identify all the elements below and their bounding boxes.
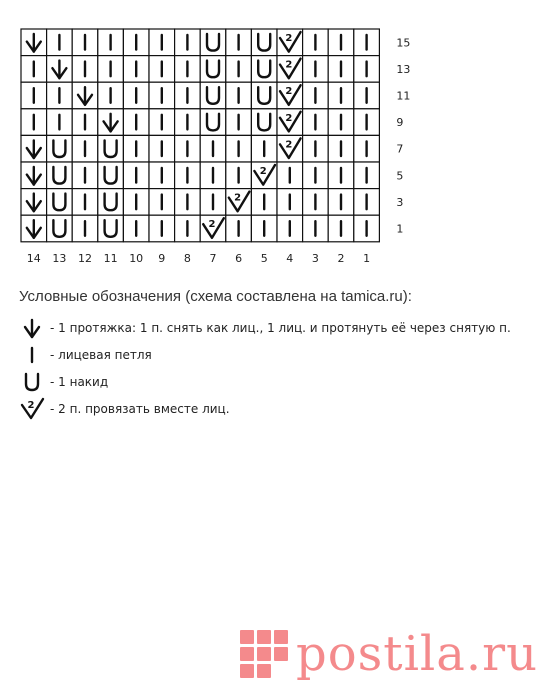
chart-cell-k	[149, 82, 175, 109]
chart-cell-k	[251, 189, 277, 216]
legend-item	[18, 315, 511, 341]
chart-cell-k	[21, 109, 47, 136]
chart-cell-k	[149, 189, 175, 216]
chart-cell-k	[200, 189, 226, 216]
row-number: 9	[396, 116, 404, 130]
chart-cell-k	[303, 82, 329, 109]
chart-cell-k	[354, 135, 380, 162]
chart-cell-k	[303, 135, 329, 162]
legend-item-text: - 2 п. провязать вместе лиц.	[50, 402, 230, 416]
chart-cell-arrow	[21, 162, 47, 189]
column-number: 2	[337, 251, 345, 262]
chart-cell-k	[123, 162, 149, 189]
chart-cell-k	[277, 189, 303, 216]
chart-cell-yo	[200, 82, 226, 109]
chart-cell-k	[226, 82, 252, 109]
chart-cell-k	[47, 29, 73, 56]
chart-cell-yo	[98, 215, 124, 242]
chart-cell-k	[303, 56, 329, 83]
knit-stitch-icon	[18, 342, 46, 368]
chart-cell-k	[328, 56, 354, 83]
chart-cell-k	[226, 135, 252, 162]
chart-cell-k	[72, 215, 98, 242]
column-number: 10	[129, 251, 144, 262]
k2tog-number: 2	[208, 219, 216, 231]
row-number: 11	[396, 89, 411, 103]
chart-cell-k2tog	[277, 109, 303, 136]
chart-cell-yo	[251, 29, 277, 56]
chart-cell-k	[123, 135, 149, 162]
chart-cell-arrow	[21, 135, 47, 162]
chart-cell-k	[226, 215, 252, 242]
knit-two-together-icon	[18, 396, 46, 422]
chart-cell-k	[277, 162, 303, 189]
chart-cell-k	[226, 109, 252, 136]
chart-cell-k	[328, 29, 354, 56]
chart-cell-k	[354, 215, 380, 242]
legend-item	[18, 369, 108, 395]
chart-cell-k	[354, 29, 380, 56]
legend-item	[18, 342, 152, 368]
chart-cell-arrow	[72, 82, 98, 109]
chart-cell-k	[328, 109, 354, 136]
k2tog-number: 2	[234, 192, 242, 204]
chart-cell-k	[72, 189, 98, 216]
column-number: 6	[235, 251, 243, 262]
watermark-text: postila.ru	[296, 626, 538, 682]
chart-cell-k	[328, 162, 354, 189]
yarn-over-icon	[18, 369, 46, 395]
chart-cell-k	[354, 162, 380, 189]
chart-cell-k	[98, 82, 124, 109]
chart-cell-k	[175, 215, 201, 242]
chart-cell-k2tog	[251, 162, 277, 189]
chart-cell-k	[72, 29, 98, 56]
chart-cell-yo	[47, 189, 73, 216]
row-number: 1	[396, 222, 404, 236]
chart-cell-k	[200, 135, 226, 162]
chart-cell-k	[354, 109, 380, 136]
chart-cell-k	[149, 215, 175, 242]
chart-cell-k	[123, 29, 149, 56]
chart-cell-k	[303, 29, 329, 56]
chart-cell-k	[21, 56, 47, 83]
column-number: 5	[260, 251, 268, 262]
row-number: 15	[396, 36, 411, 50]
chart-cell-arrow	[21, 215, 47, 242]
chart-cell-k	[72, 56, 98, 83]
chart-cell-yo	[47, 215, 73, 242]
chart-cell-k	[354, 82, 380, 109]
chart-cell-k	[200, 162, 226, 189]
chart-cell-arrow	[21, 29, 47, 56]
column-number: 1	[363, 251, 371, 262]
chart-cell-k	[47, 82, 73, 109]
chart-cell-k	[72, 162, 98, 189]
chart-cell-k2tog	[200, 215, 226, 242]
chart-cell-k	[21, 82, 47, 109]
k2tog-number: 2	[285, 139, 293, 151]
row-number: 7	[396, 142, 404, 156]
chart-cell-k	[354, 56, 380, 83]
column-number: 12	[78, 251, 92, 262]
chart-cell-k	[251, 135, 277, 162]
chart-cell-k	[123, 82, 149, 109]
chart-cell-k2tog	[277, 82, 303, 109]
chart-cell-yo	[98, 189, 124, 216]
column-number: 13	[52, 251, 67, 262]
chart-cell-k	[123, 56, 149, 83]
chart-cell-k	[72, 109, 98, 136]
column-number: 14	[26, 251, 41, 262]
k2tog-number: 2	[285, 33, 293, 44]
chart-cell-k	[123, 189, 149, 216]
k2tog-number: 2	[285, 112, 293, 124]
chart-cell-k	[303, 162, 329, 189]
chart-cell-k	[226, 29, 252, 56]
row-number: 5	[396, 169, 404, 183]
chart-cell-k	[149, 109, 175, 136]
chart-cell-yo	[200, 29, 226, 56]
k2tog-number: 2	[259, 166, 267, 177]
column-number: 3	[311, 251, 319, 262]
legend-item	[18, 396, 230, 422]
chart-cell-k	[175, 189, 201, 216]
knitting-chart-grid	[0, 0, 440, 262]
row-number: 3	[396, 195, 404, 209]
chart-cell-k	[98, 29, 124, 56]
chart-cell-k	[175, 56, 201, 83]
postila-grid-logo-icon	[238, 628, 290, 680]
chart-cell-k	[175, 162, 201, 189]
k2tog-number: 2	[285, 59, 293, 71]
chart-cell-yo	[251, 109, 277, 136]
column-number: 4	[286, 251, 294, 262]
chart-cell-k	[328, 189, 354, 216]
chart-cell-k	[303, 215, 329, 242]
chart-cell-k	[123, 215, 149, 242]
chart-cell-k	[149, 56, 175, 83]
chart-cell-k	[175, 29, 201, 56]
chart-cell-k	[226, 162, 252, 189]
chart-cell-k	[303, 189, 329, 216]
chart-cell-yo	[98, 135, 124, 162]
chart-cell-k	[226, 56, 252, 83]
chart-cell-k	[98, 56, 124, 83]
chart-cell-k	[175, 109, 201, 136]
chart-cell-yo	[251, 82, 277, 109]
legend-item-text: - 1 накид	[50, 375, 109, 389]
chart-cell-yo	[47, 162, 73, 189]
chart-cell-k	[47, 109, 73, 136]
chart-cell-k2tog	[277, 29, 303, 56]
column-number: 7	[209, 251, 217, 262]
column-number: 9	[158, 251, 166, 262]
watermark	[238, 626, 538, 682]
row-number: 13	[396, 62, 411, 76]
chart-cell-yo	[200, 56, 226, 83]
column-number: 11	[103, 251, 118, 262]
column-number: 8	[183, 251, 191, 262]
k2tog-number: 2	[285, 86, 293, 98]
chart-cell-k	[72, 135, 98, 162]
chart-cell-arrow	[98, 109, 124, 136]
chart-cell-arrow	[21, 189, 47, 216]
chart-cell-k	[251, 215, 277, 242]
chart-cell-k	[328, 135, 354, 162]
chart-cell-k2tog	[226, 189, 252, 216]
chart-cell-k	[175, 135, 201, 162]
chart-cell-k	[303, 109, 329, 136]
chart-cell-k	[149, 29, 175, 56]
chart-cell-arrow	[47, 56, 73, 83]
chart-cell-yo	[251, 56, 277, 83]
chart-cell-k	[328, 82, 354, 109]
chart-cell-k2tog	[277, 56, 303, 83]
k2tog-number: 2	[27, 400, 35, 411]
chart-cell-yo	[47, 135, 73, 162]
chart-cell-k	[354, 189, 380, 216]
knitting-chart	[0, 0, 440, 267]
chart-cell-k2tog	[277, 135, 303, 162]
legend-item-text: - лицевая петля	[50, 348, 152, 362]
chart-cell-k	[123, 109, 149, 136]
chart-cell-k	[149, 135, 175, 162]
chart-cell-yo	[98, 162, 124, 189]
chart-cell-k	[277, 215, 303, 242]
legend-item-text: - 1 протяжка: 1 п. снять как лиц., 1 лиц. и протянуть её через снятую п.	[50, 321, 511, 335]
legend-title: Условные обозначения (схема составлена на tamica.ru):	[19, 288, 412, 305]
chart-cell-k	[175, 82, 201, 109]
chart-cell-yo	[200, 109, 226, 136]
chart-cell-k	[149, 162, 175, 189]
pull-through-arrow-icon	[18, 315, 46, 341]
chart-cell-k	[328, 215, 354, 242]
